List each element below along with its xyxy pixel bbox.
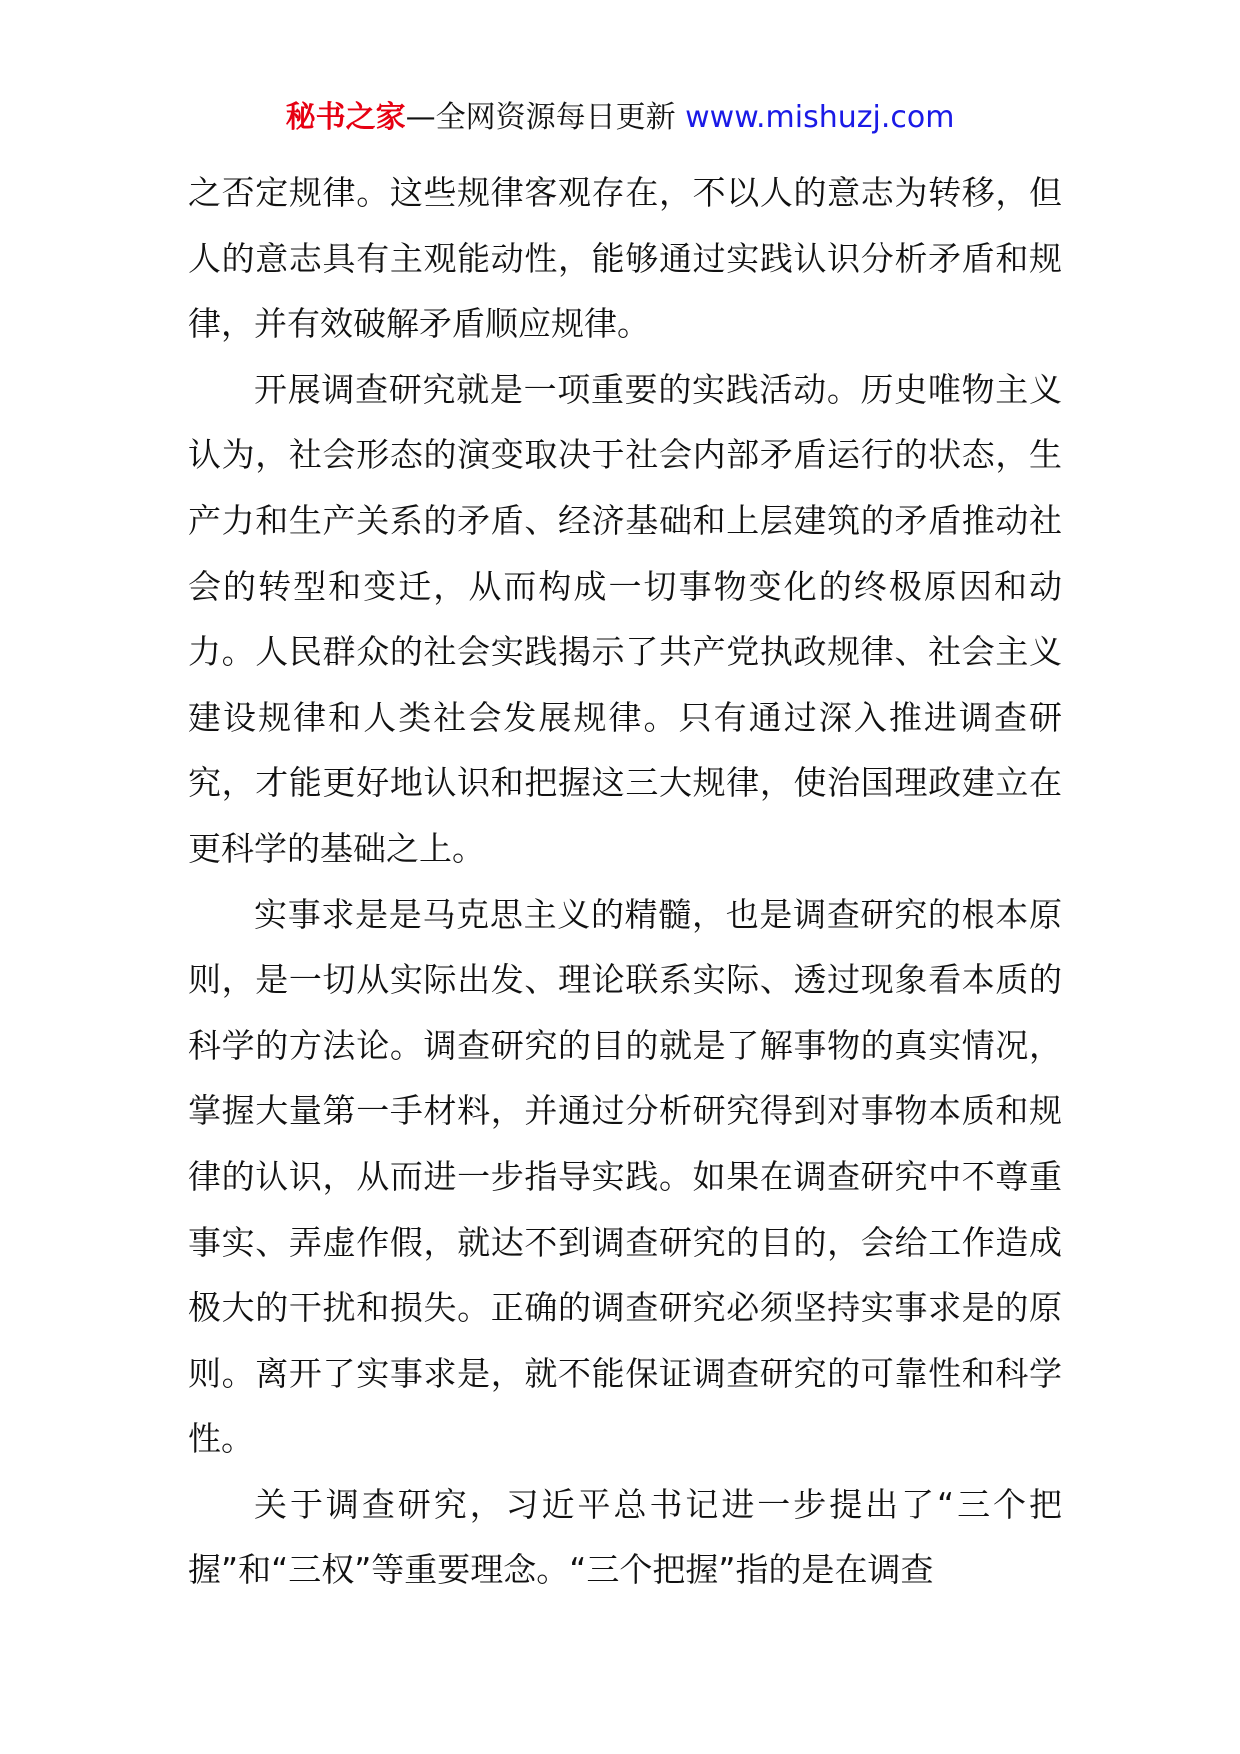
paragraph-4: 关于调查研究，习近平总书记进一步提出了“三个把握”和“三权”等重要理念。“三个把握”指的是在调查 <box>188 1484 1062 1590</box>
paragraph-3: 实事求是是马克思主义的精髓，也是调查研究的根本原则，是一切从实际出发、理论联系实际、透过现象看本质的科学的方法论。调查研究的目的就是了解事物的真实情况，掌握大量第一手材料，并通过分析研究得到对事物本质和规律的认识，从而进一步指导实践。如果在调查研究中不尊重事实、弄虚作假，就达不到调查研究的目的，会给工作造成极大的干扰和损失。正确的调查研究必须坚持实事求是的原则。离开了实事求是，就不能保证调查研究的可靠性和科学性。 <box>188 894 1062 1459</box>
page-header <box>0 98 1240 138</box>
paragraph-2: 开展调查研究就是一项重要的实践活动。历史唯物主义认为，社会形态的演变取决于社会内部矛盾运行的状态，生产力和生产关系的矛盾、经济基础和上层建筑的矛盾推动社会的转型和变迁，从而构成一切事物变化的终极原因和动力。人民群众的社会实践揭示了共产党执政规律、社会主义建设规律和人类社会发展规律。只有通过深入推进调查研究，才能更好地认识和把握这三大规律，使治国理政建立在更科学的基础之上。 <box>188 369 1062 868</box>
document-body <box>188 160 1062 1603</box>
site-tagline: —全网资源每日更新 <box>405 100 686 135</box>
site-brand: 秘书之家 <box>285 100 406 135</box>
site-url-link[interactable]: www.mishuzj.com <box>685 100 955 135</box>
paragraph-1: 之否定规律。这些规律客观存在，不以人的意志为转移，但人的意志具有主观能动性，能够通过实践认识分析矛盾和规律，并有效破解矛盾顺应规律。 <box>188 173 1062 344</box>
